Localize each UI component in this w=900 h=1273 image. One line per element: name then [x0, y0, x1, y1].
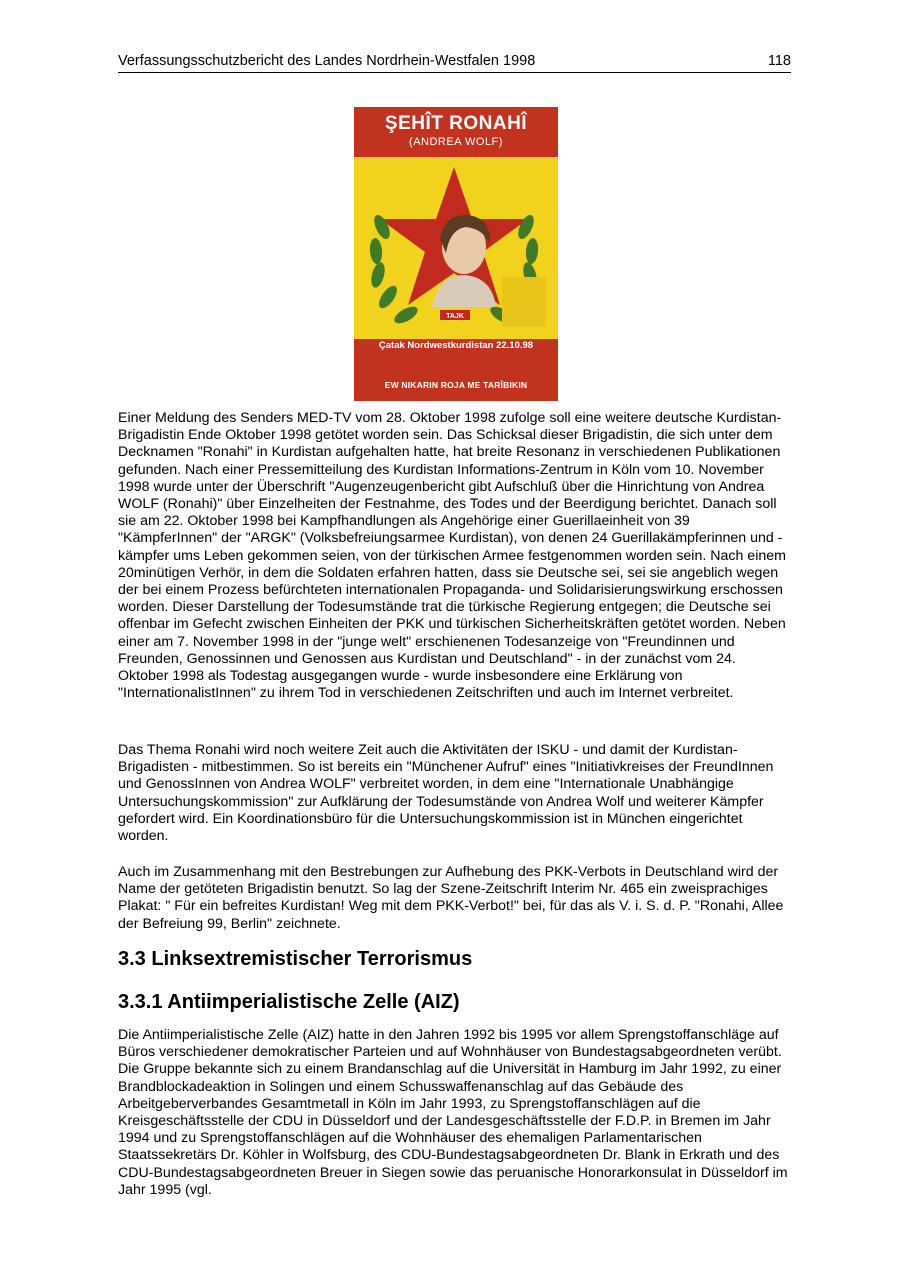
poster-badge: TAJK — [446, 313, 464, 320]
paragraph-ronahi-report: Einer Meldung des Senders MED-TV vom 28. Oktober 1998 zufolge soll eine weitere deutsche Kurdistan-Brigadistin Ende Oktober 1998 getötet worden sein. Das Schicksal dieser Brigadistin, die sich unter dem Decknamen "Ronahi" in Kurdistan aufgehalten hatte, hat breite Resonanz in verschiedenen Publikationen gefunden. Nach einer Pressemitteilung des Kurdistan Informations-Zentrum in Köln vom 10. November 1998 wurde unter der Überschrift "Augenzeugenbericht gibt Aufschluß über die Hinrichtung von Andrea WOLF (Ronahi)" über Einzelheiten der Festnahme, des Todes und der Beerdigung berichtet. Danach soll sie am 22. Oktober 1998 bei Kampfhandlungen als Angehörige einer Guerillaeinheit von 39 "KämpferInnen" der "ARGK" (Volksbefreiungsarmee Kurdistan), von denen 24 Guerillakämpferinnen und - kämpfer ums Leben gekommen seien, von der türkischen Armee festgenommen worden sein. Nach einem 20minütigen Verhör, in dem die Soldaten erfahren hatten, dass sie Deutsche sei, sei sie angeblich wegen der bei einem Prozess befürchteten internationalen Propaganda- und Solidarisierungswirkung erschossen worden. Dieser Darstellung der Todesumstände trat die türkische Regierung entgegen; die Deutsche sei offenbar im Gefecht zwischen Einheiten der PKK und türkischen Sicherheitskräften getötet worden. Neben einer am 7. November 1998 in der "junge welt" erschienenen Todesanzeige von "Freundinnen und Freunden, Genossinnen und Genossen aus Kurdistan und Deutschland" - in der zunächst vom 24. Oktober 1998 als Todestag ausgegangen wurde - wurde insbesondere eine Erklärung von "InternationalistInnen" zu ihrem Tod in verschiedenen Zeitschriften und auch im Internet verbreitet. — [118, 410, 786, 702]
poster-subtitle: (ANDREA WOLF) — [409, 136, 503, 148]
poster-title: ŞEHÎT RONAHÎ — [384, 113, 528, 134]
poster-caption-place: Çatak Nordwestkurdistan 22.10.98 — [378, 340, 534, 351]
paragraph-isku-activities: Das Thema Ronahi wird noch weitere Zeit auch die Aktivitäten der ISKU - und damit der Kurdistan-Brigadisten - mitbestimmen. So ist bereits ein "Münchener Aufruf" eines "Initiativkreises der FreundInnen und GenossInnen von Andrea WOLF" verbreitet worden, in dem eine "Internationale Unabhängige Untersuchungskommission" zur Aufklärung der Todesumstände von Andrea Wolf und weiterer Kämpfer gefordert wird. Ein Koordinationsbüro für die Untersuchungskommission ist in München eingerichtet worden. — [118, 742, 774, 845]
poster-emblem — [354, 157, 558, 401]
poster-small-print — [502, 277, 546, 327]
subsection-heading: 3.3.1 Antiimperialistische Zelle (AIZ) — [118, 991, 460, 1013]
section-heading: 3.3 Linksextremistischer Terrorismus — [118, 948, 473, 970]
memorial-poster-image — [354, 107, 558, 401]
poster-caption-bottom: EW NIKARIN ROJA ME TARÎBIKIN — [384, 380, 528, 390]
page-number: 118 — [767, 53, 791, 69]
page-header — [118, 52, 791, 73]
paragraph-aiz: Die Antiimperialistische Zelle (AIZ) hatte in den Jahren 1992 bis 1995 vor allem Sprengstoffanschläge auf Büros verschiedener demokratischer Parteien und auf Wohnhäuser von Bundestagsabgeordneten verübt. Die Gruppe bekannte sich zu einem Brandanschlag auf die Universität in Hamburg im Jahr 1992, zu einer Brandblockadeaktion in Solingen und einem Schusswaffenanschlag auf das Gebäude des Arbeitgeberverbandes Gesamtmetall in Köln im Jahr 1993, zu Sprengstoffanschlägen auf die Kreisgeschäftsstelle der CDU in Düsseldorf und der Landesgeschäftsstelle der F.D.P. in Bremen im Jahr 1994 und zu Sprengstoffanschlägen auf die Wohnhäuser des ehemaligen Parlamentarischen Staatssekretärs Dr. Köhler in Wolfsburg, des CDU-Bundestagsabgeordneten Dr. Blank in Erkrath und des CDU-Bundestagsabgeordneten Breuer in Siegen sowie das peruanische Honorarkonsulat in Düsseldorf im Jahr 1995 (vgl. — [118, 1027, 788, 1198]
header-title: Verfassungsschutzbericht des Landes Nordrhein-Westfalen 1998 — [118, 53, 536, 69]
paragraph-pkk-ban: Auch im Zusammenhang mit den Bestrebungen zur Aufhebung des PKK-Verbots in Deutschland wird der Name der getöteten Brigadistin benutzt. So lag der Szene-Zeitschrift Interim Nr. 465 ein zweisprachiges Plakat: " Für ein befreites Kurdistan! Weg mit dem PKK-Verbot!" bei, für das als V. i. S. d. P. "Ronahi, Allee der Befreiung 99, Berlin" zeichnete. — [118, 864, 784, 932]
